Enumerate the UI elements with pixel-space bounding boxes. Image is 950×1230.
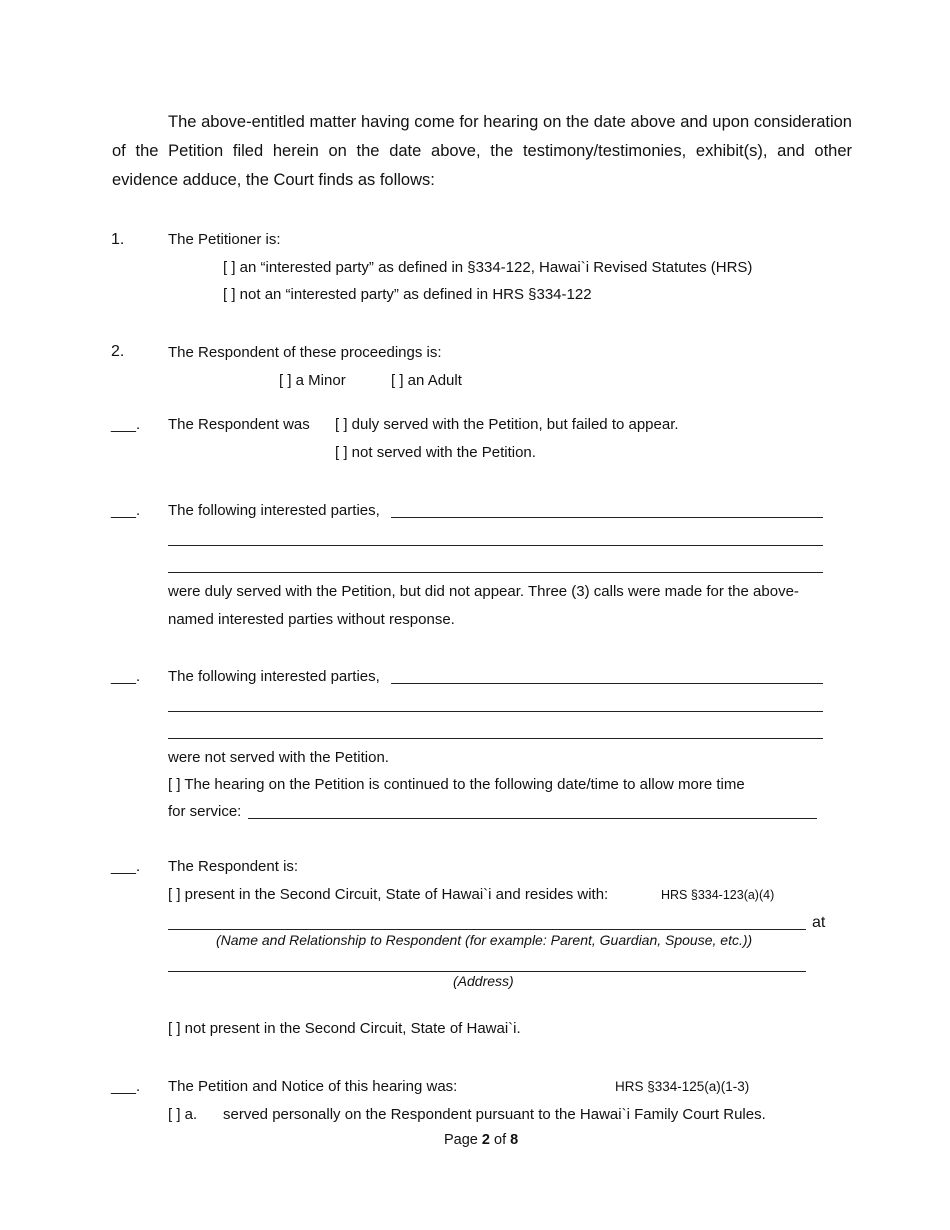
item7-statute: HRS §334-125(a)(1-3)	[615, 1079, 750, 1094]
page-current: 2	[481, 1132, 490, 1148]
item5-parties-field-line3[interactable]	[168, 738, 823, 739]
item5-text: were not served with the Petition.	[168, 749, 389, 766]
of-word: of	[494, 1132, 507, 1148]
item5-label: The following interested parties,	[168, 668, 380, 685]
item5-service-date-field[interactable]	[248, 818, 817, 819]
intro-paragraph: The above-entitled matter having come for hearing on the date above and upon consideration of the Petition filed herein on the date above, the testimony/testimonies, exhibit(s), and other evidence adduce, the Court finds as follows:	[112, 113, 852, 189]
item7-option-a-checkbox[interactable]: [ ] a.	[168, 1106, 198, 1123]
item7-number: ___.	[111, 1078, 141, 1095]
item3-number: ___.	[111, 416, 141, 433]
item3-option-not-served[interactable]: [ ] not served with the Petition.	[335, 444, 536, 461]
item5-parties-field-line2[interactable]	[168, 711, 823, 712]
item5-number: ___.	[111, 668, 141, 685]
item5-parties-field-line1[interactable]	[391, 683, 823, 684]
item2-number: 2.	[111, 343, 125, 360]
item3-option-served[interactable]: [ ] duly served with the Petition, but failed to appear.	[335, 416, 679, 433]
item5-continue-option[interactable]: [ ] The hearing on the Petition is continued to the following date/time to allow more time	[168, 776, 745, 793]
item6-name-caption: (Name and Relationship to Respondent (for example: Parent, Guardian, Spouse, etc.))	[216, 932, 753, 948]
item2-option-minor[interactable]: [ ] a Minor	[279, 372, 346, 389]
item6-number: ___.	[111, 858, 141, 875]
item1-option-not-interested[interactable]: [ ] not an “interested party” as defined in HRS §334-122	[223, 286, 592, 303]
item4-text-line1: were duly served with the Petition, but did not appear. Three (3) calls were made for the above-	[168, 583, 799, 600]
item6-option-present[interactable]: [ ] present in the Second Circuit, State of Hawai`i and resides with:	[168, 886, 609, 903]
item4-parties-field-line1[interactable]	[391, 517, 823, 518]
item4-parties-field-line3[interactable]	[168, 572, 823, 573]
item4-label: The following interested parties,	[168, 502, 380, 519]
item6-name-relationship-field[interactable]	[168, 929, 806, 930]
item1-option-interested[interactable]: [ ] an “interested party” as defined in §334-122, Hawai`i Revised Statutes (HRS)	[223, 259, 753, 276]
item6-option-not-present[interactable]: [ ] not present in the Second Circuit, State of Hawai`i.	[168, 1020, 521, 1037]
item6-address-field[interactable]	[168, 971, 806, 972]
item6-label: The Respondent is:	[168, 858, 299, 875]
item7-option-a-text: served personally on the Respondent pursuant to the Hawai`i Family Court Rules.	[223, 1106, 766, 1123]
item5-service-label: for service:	[168, 803, 242, 820]
page-total: 8	[510, 1132, 519, 1148]
item1-number: 1.	[111, 231, 125, 248]
page-word: Page	[444, 1132, 478, 1148]
item1-label: The Petitioner is:	[168, 231, 281, 248]
item4-parties-field-line2[interactable]	[168, 545, 823, 546]
item2-option-adult[interactable]: [ ] an Adult	[391, 372, 462, 389]
item4-text-line2: named interested parties without response.	[168, 611, 455, 628]
page-footer	[444, 1132, 518, 1148]
item4-number: ___.	[111, 502, 141, 519]
item6-statute: HRS §334-123(a)(4)	[661, 888, 775, 902]
item7-label: The Petition and Notice of this hearing was:	[168, 1078, 458, 1095]
item2-label: The Respondent of these proceedings is:	[168, 344, 442, 361]
item6-at-label: at	[812, 914, 826, 931]
item6-address-caption: (Address)	[453, 973, 514, 989]
item3-label: The Respondent was	[168, 416, 310, 433]
